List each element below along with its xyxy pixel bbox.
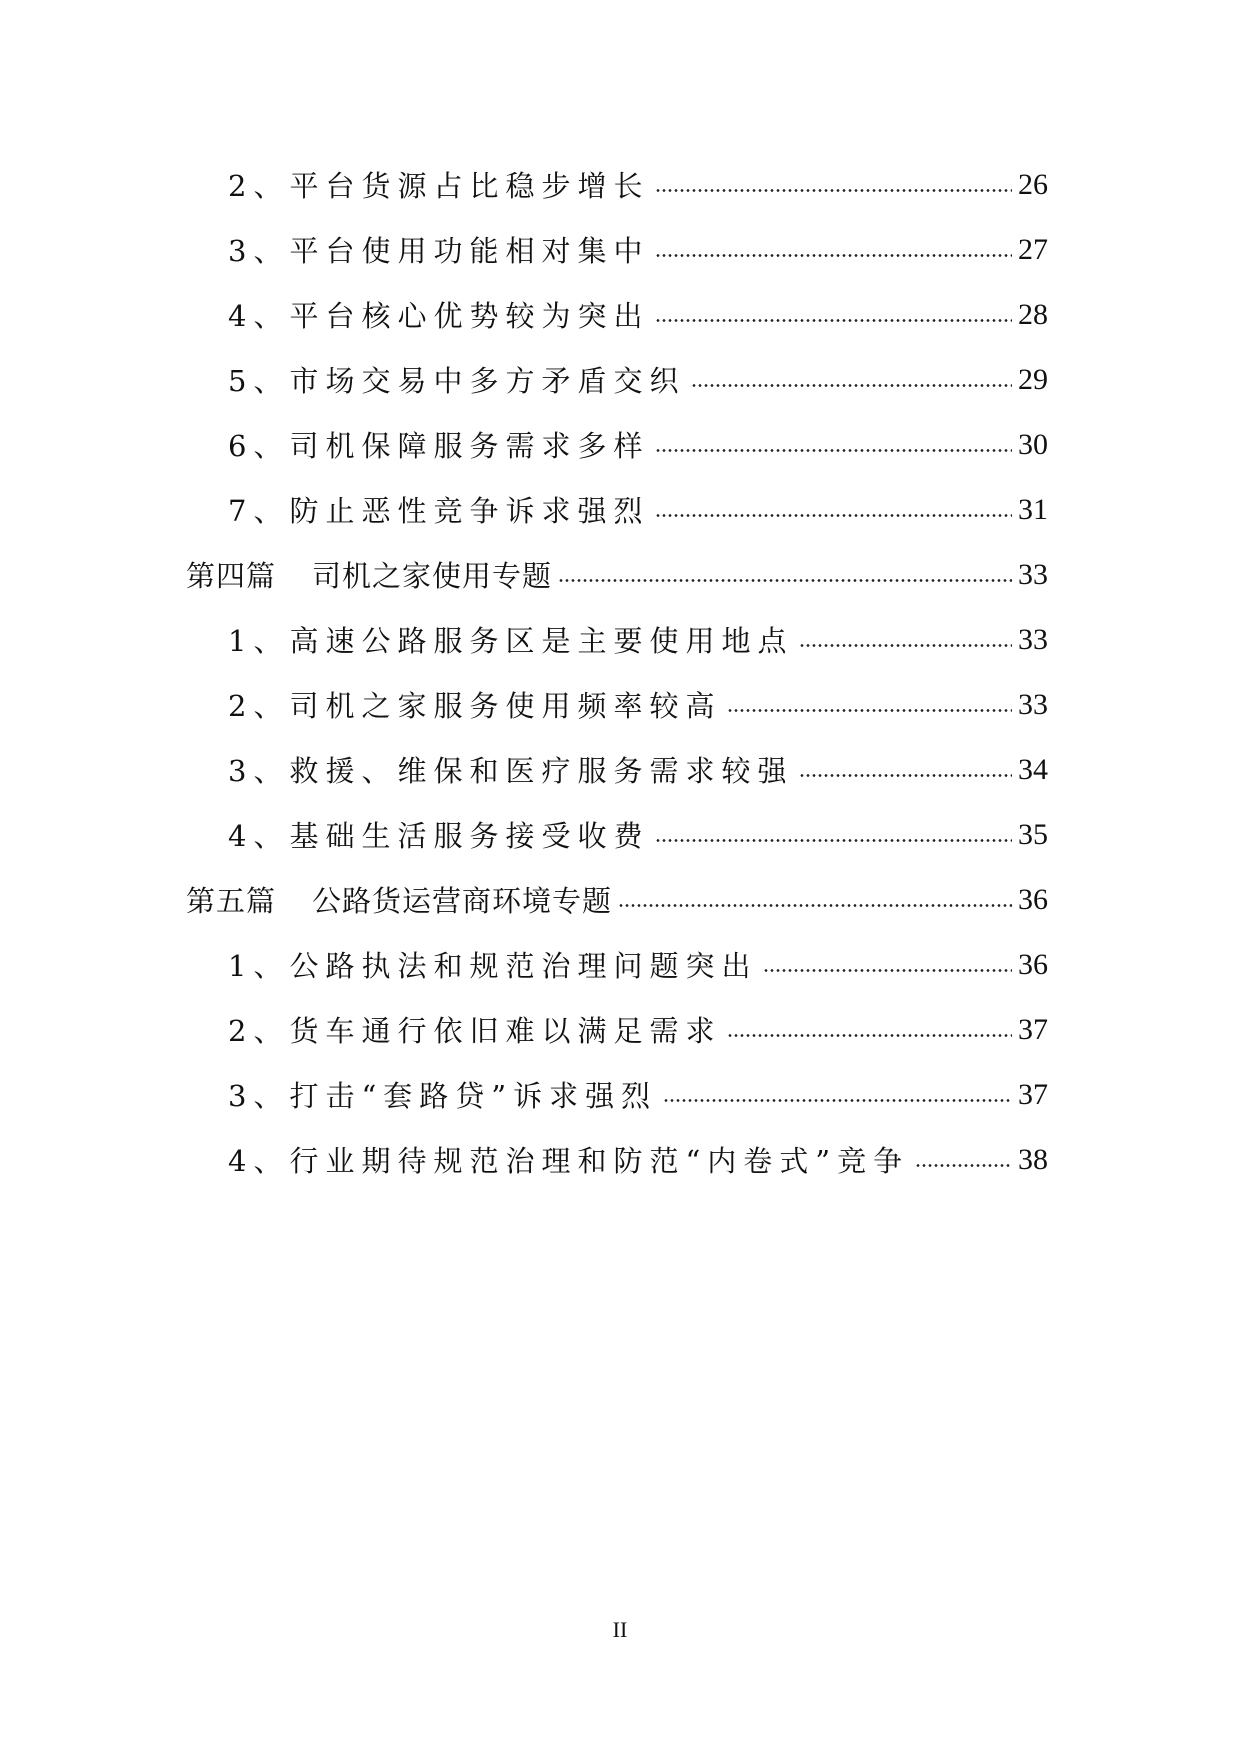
toc-section-name: 司机之家使用专题 — [312, 559, 553, 593]
toc-entry[interactable] — [0, 412, 1240, 477]
toc-leader-dots — [655, 254, 1012, 257]
toc-entry-page: 35 — [1018, 817, 1048, 851]
toc-section-heading[interactable] — [0, 867, 1240, 932]
toc-entry-title: 4、平台核心优势较为突出 — [228, 299, 650, 333]
toc-entry-title: 5、市场交易中多方矛盾交织 — [228, 364, 686, 398]
toc-entry[interactable] — [0, 997, 1240, 1062]
toc-entry-title: 7、防止恶性竞争诉求强烈 — [228, 494, 650, 528]
toc-entry[interactable] — [0, 477, 1240, 542]
toc-leader-dots — [915, 1164, 1012, 1167]
toc-leader-dots — [799, 774, 1012, 777]
page-number: II — [612, 1617, 628, 1642]
toc-entry-title: 3、救援、维保和医疗服务需求较强 — [228, 754, 794, 788]
toc-section-page: 36 — [1018, 882, 1048, 916]
toc-leader-dots — [655, 839, 1012, 842]
toc-entry[interactable] — [0, 217, 1240, 282]
toc-entry-title: 1、公路执法和规范治理问题突出 — [228, 949, 758, 983]
toc-entry-title: 2、货车通行依旧难以满足需求 — [228, 1014, 722, 1048]
toc-leader-dots — [618, 904, 1012, 907]
toc-entry-page: 28 — [1018, 297, 1048, 331]
toc-entry-page: 30 — [1018, 427, 1048, 461]
toc-entry-page: 33 — [1018, 687, 1048, 721]
toc-entry[interactable] — [0, 737, 1240, 802]
toc-entry-page: 37 — [1018, 1077, 1048, 1111]
toc-section-chapter: 第五篇 — [186, 884, 277, 918]
toc-leader-dots — [727, 1034, 1012, 1037]
toc-entry-page: 26 — [1018, 167, 1048, 201]
toc-leader-dots — [663, 1099, 1012, 1102]
toc-entry-page: 34 — [1018, 752, 1048, 786]
toc-entry[interactable] — [0, 802, 1240, 867]
toc-section-chapter: 第四篇 — [186, 559, 277, 593]
toc-entry-title: 1、高速公路服务区是主要使用地点 — [228, 624, 794, 658]
toc-entry[interactable] — [0, 1127, 1240, 1192]
toc-entry[interactable] — [0, 672, 1240, 737]
toc-entry-title: 2、平台货源占比稳步增长 — [228, 169, 650, 203]
toc-entry-page: 27 — [1018, 232, 1048, 266]
toc-leader-dots — [655, 514, 1012, 517]
toc-entry-title: 2、司机之家服务使用频率较高 — [228, 689, 722, 723]
toc-leader-dots — [558, 579, 1012, 582]
toc-section-title — [186, 554, 552, 595]
toc-entry[interactable] — [0, 347, 1240, 412]
toc-entry-page: 37 — [1018, 1012, 1048, 1046]
toc-entry-page: 38 — [1018, 1142, 1048, 1176]
toc-section-heading[interactable] — [0, 542, 1240, 607]
toc-entry-page: 31 — [1018, 492, 1048, 526]
toc-section-page: 33 — [1018, 557, 1048, 591]
toc-entry[interactable] — [0, 932, 1240, 997]
toc-leader-dots — [763, 969, 1012, 972]
toc-entry[interactable] — [0, 282, 1240, 347]
toc-leader-dots — [691, 384, 1012, 387]
toc-entry[interactable] — [0, 152, 1240, 217]
toc-entry-title: 3、平台使用功能相对集中 — [228, 234, 650, 268]
toc-leader-dots — [655, 189, 1012, 192]
table-of-contents — [0, 152, 1240, 1192]
toc-section-title — [186, 879, 612, 920]
toc-entry-page: 33 — [1018, 622, 1048, 656]
toc-entry-title: 6、司机保障服务需求多样 — [228, 429, 650, 463]
toc-entry[interactable] — [0, 607, 1240, 672]
toc-entry[interactable] — [0, 1062, 1240, 1127]
toc-entry-page: 29 — [1018, 362, 1048, 396]
toc-entry-title: 3、打击“套路贷”诉求强烈 — [228, 1079, 658, 1113]
toc-section-name: 公路货运营商环境专题 — [312, 884, 613, 918]
toc-leader-dots — [727, 709, 1012, 712]
toc-leader-dots — [655, 319, 1012, 322]
toc-entry-title: 4、行业期待规范治理和防范“内卷式”竞争 — [228, 1144, 910, 1178]
toc-entry-page: 36 — [1018, 947, 1048, 981]
toc-leader-dots — [799, 644, 1012, 647]
toc-leader-dots — [655, 449, 1012, 452]
toc-entry-title: 4、基础生活服务接受收费 — [228, 819, 650, 853]
